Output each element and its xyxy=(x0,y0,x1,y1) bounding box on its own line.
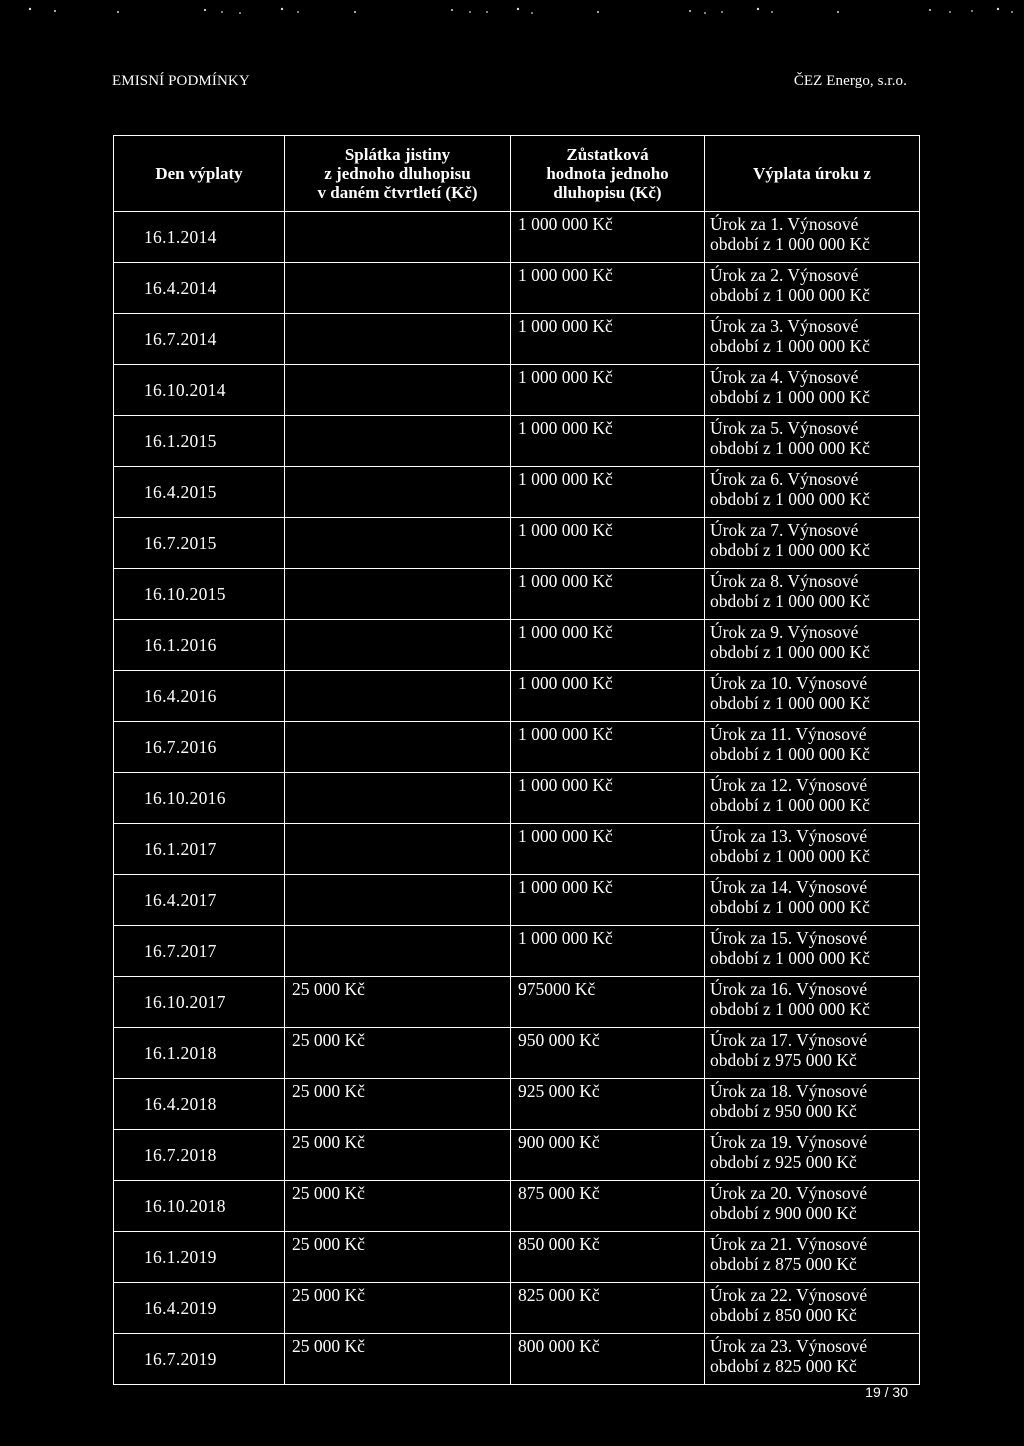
payment-date: 16.7.2018 xyxy=(114,1130,285,1181)
interest-base: období z 1 000 000 Kč xyxy=(710,642,870,662)
interest-base: období z 1 000 000 Kč xyxy=(710,795,870,815)
principal-repayment: 25 000 Kč xyxy=(285,1181,511,1232)
table-row xyxy=(114,824,920,875)
interest-base: období z 1 000 000 Kč xyxy=(710,540,870,560)
table-row xyxy=(114,1130,920,1181)
residual-value: 825 000 Kč xyxy=(511,1283,705,1334)
payment-date: 16.10.2018 xyxy=(114,1181,285,1232)
payment-date: 16.10.2014 xyxy=(114,365,285,416)
residual-value: 1 000 000 Kč xyxy=(511,671,705,722)
interest-base: období z 1 000 000 Kč xyxy=(710,387,870,407)
interest-payment xyxy=(705,1232,920,1283)
table-row xyxy=(114,1232,920,1283)
residual-value: 1 000 000 Kč xyxy=(511,824,705,875)
principal-repayment xyxy=(285,467,511,518)
interest-base: období z 850 000 Kč xyxy=(710,1305,857,1325)
table-row xyxy=(114,773,920,824)
interest-base: období z 950 000 Kč xyxy=(710,1101,857,1121)
table-row xyxy=(114,1334,920,1385)
payment-date: 16.1.2015 xyxy=(114,416,285,467)
interest-base: období z 1 000 000 Kč xyxy=(710,285,870,305)
residual-value: 1 000 000 Kč xyxy=(511,722,705,773)
principal-repayment: 25 000 Kč xyxy=(285,1079,511,1130)
principal-repayment: 25 000 Kč xyxy=(285,1283,511,1334)
payment-date: 16.7.2017 xyxy=(114,926,285,977)
interest-period: Úrok za 4. Výnosové xyxy=(710,367,859,387)
column-header-interest xyxy=(705,136,920,212)
interest-base: období z 900 000 Kč xyxy=(710,1203,857,1223)
interest-payment xyxy=(705,569,920,620)
principal-repayment: 25 000 Kč xyxy=(285,1130,511,1181)
principal-repayment: 25 000 Kč xyxy=(285,1028,511,1079)
interest-payment xyxy=(705,926,920,977)
table-row xyxy=(114,1283,920,1334)
table-row xyxy=(114,569,920,620)
interest-payment xyxy=(705,365,920,416)
residual-value: 800 000 Kč xyxy=(511,1334,705,1385)
residual-value: 1 000 000 Kč xyxy=(511,773,705,824)
principal-repayment xyxy=(285,875,511,926)
residual-value: 925 000 Kč xyxy=(511,1079,705,1130)
scan-noise xyxy=(0,0,1024,20)
interest-period: Úrok za 11. Výnosové xyxy=(710,724,867,744)
residual-value: 950 000 Kč xyxy=(511,1028,705,1079)
document-title: EMISNÍ PODMÍNKY xyxy=(112,73,250,89)
principal-repayment xyxy=(285,569,511,620)
payment-date: 16.10.2015 xyxy=(114,569,285,620)
payment-date: 16.4.2014 xyxy=(114,263,285,314)
principal-repayment xyxy=(285,365,511,416)
table-row xyxy=(114,875,920,926)
table-row xyxy=(114,314,920,365)
interest-base: období z 1 000 000 Kč xyxy=(710,846,870,866)
payment-date: 16.7.2016 xyxy=(114,722,285,773)
column-header-line: Den výplaty xyxy=(155,164,243,183)
residual-value: 875 000 Kč xyxy=(511,1181,705,1232)
interest-payment xyxy=(705,314,920,365)
interest-payment xyxy=(705,671,920,722)
principal-repayment xyxy=(285,314,511,365)
interest-period: Úrok za 19. Výnosové xyxy=(710,1132,868,1152)
table-row xyxy=(114,518,920,569)
interest-payment xyxy=(705,977,920,1028)
interest-payment xyxy=(705,1079,920,1130)
interest-base: období z 925 000 Kč xyxy=(710,1152,857,1172)
residual-value: 975000 Kč xyxy=(511,977,705,1028)
column-header-principal xyxy=(285,136,511,212)
interest-base: období z 1 000 000 Kč xyxy=(710,591,870,611)
interest-payment xyxy=(705,620,920,671)
interest-payment xyxy=(705,1334,920,1385)
principal-repayment xyxy=(285,212,511,263)
principal-repayment xyxy=(285,518,511,569)
column-header-date xyxy=(114,136,285,212)
table-header-row xyxy=(114,136,920,212)
interest-payment xyxy=(705,1130,920,1181)
interest-period: Úrok za 13. Výnosové xyxy=(710,826,868,846)
principal-repayment: 25 000 Kč xyxy=(285,977,511,1028)
interest-period: Úrok za 20. Výnosové xyxy=(710,1183,868,1203)
column-header-line: Zůstatková xyxy=(566,145,649,164)
interest-base: období z 1 000 000 Kč xyxy=(710,999,870,1019)
interest-base: období z 1 000 000 Kč xyxy=(710,489,870,509)
column-header-line: Splátka jistiny xyxy=(344,145,451,164)
interest-payment xyxy=(705,824,920,875)
table-row xyxy=(114,1079,920,1130)
interest-payment xyxy=(705,773,920,824)
payment-date: 16.7.2019 xyxy=(114,1334,285,1385)
interest-period: Úrok za 9. Výnosové xyxy=(710,622,859,642)
interest-period: Úrok za 1. Výnosové xyxy=(710,214,859,234)
principal-repayment xyxy=(285,671,511,722)
interest-payment xyxy=(705,1028,920,1079)
principal-repayment: 25 000 Kč xyxy=(285,1232,511,1283)
payment-date: 16.10.2016 xyxy=(114,773,285,824)
column-header-line: dluhopisu (Kč) xyxy=(553,183,662,202)
principal-repayment xyxy=(285,620,511,671)
interest-period: Úrok za 17. Výnosové xyxy=(710,1030,868,1050)
table-row xyxy=(114,722,920,773)
payment-date: 16.10.2017 xyxy=(114,977,285,1028)
interest-payment xyxy=(705,722,920,773)
residual-value: 1 000 000 Kč xyxy=(511,875,705,926)
interest-period: Úrok za 16. Výnosové xyxy=(710,979,868,999)
interest-payment xyxy=(705,467,920,518)
interest-period: Úrok za 8. Výnosové xyxy=(710,571,859,591)
payment-date: 16.4.2019 xyxy=(114,1283,285,1334)
table-row xyxy=(114,365,920,416)
residual-value: 900 000 Kč xyxy=(511,1130,705,1181)
interest-base: období z 1 000 000 Kč xyxy=(710,744,870,764)
payment-date: 16.1.2018 xyxy=(114,1028,285,1079)
interest-payment xyxy=(705,263,920,314)
residual-value: 1 000 000 Kč xyxy=(511,467,705,518)
principal-repayment xyxy=(285,824,511,875)
payment-date: 16.7.2014 xyxy=(114,314,285,365)
residual-value: 1 000 000 Kč xyxy=(511,518,705,569)
table-row xyxy=(114,926,920,977)
column-header-line: v daném čtvrtletí (Kč) xyxy=(317,183,478,202)
payment-date: 16.7.2015 xyxy=(114,518,285,569)
principal-repayment xyxy=(285,926,511,977)
table-row xyxy=(114,416,920,467)
residual-value: 1 000 000 Kč xyxy=(511,569,705,620)
payment-date: 16.1.2019 xyxy=(114,1232,285,1283)
payment-date: 16.4.2018 xyxy=(114,1079,285,1130)
interest-payment xyxy=(705,416,920,467)
interest-period: Úrok za 15. Výnosové xyxy=(710,928,868,948)
residual-value: 1 000 000 Kč xyxy=(511,212,705,263)
residual-value: 1 000 000 Kč xyxy=(511,314,705,365)
payment-date: 16.1.2014 xyxy=(114,212,285,263)
interest-base: období z 1 000 000 Kč xyxy=(710,693,870,713)
interest-base: období z 825 000 Kč xyxy=(710,1356,857,1376)
table-row xyxy=(114,620,920,671)
table-row xyxy=(114,263,920,314)
table-row xyxy=(114,671,920,722)
payment-date: 16.1.2017 xyxy=(114,824,285,875)
residual-value: 1 000 000 Kč xyxy=(511,263,705,314)
interest-payment xyxy=(705,518,920,569)
interest-base: období z 1 000 000 Kč xyxy=(710,948,870,968)
principal-repayment xyxy=(285,773,511,824)
table-row xyxy=(114,1028,920,1079)
interest-period: Úrok za 21. Výnosové xyxy=(710,1234,868,1254)
payment-date: 16.1.2016 xyxy=(114,620,285,671)
column-header-residual-value xyxy=(511,136,705,212)
table-row xyxy=(114,1181,920,1232)
interest-payment xyxy=(705,212,920,263)
company-name: ČEZ Energo, s.r.o. xyxy=(793,73,907,89)
interest-period: Úrok za 12. Výnosové xyxy=(710,775,868,795)
payment-schedule-table xyxy=(113,135,920,1385)
principal-repayment xyxy=(285,722,511,773)
interest-base: období z 975 000 Kč xyxy=(710,1050,857,1070)
interest-period: Úrok za 3. Výnosové xyxy=(710,316,859,336)
interest-base: období z 1 000 000 Kč xyxy=(710,438,870,458)
column-header-line: Výplata úroku z xyxy=(753,164,871,183)
table-row xyxy=(114,212,920,263)
principal-repayment xyxy=(285,416,511,467)
principal-repayment xyxy=(285,263,511,314)
interest-base: období z 1 000 000 Kč xyxy=(710,336,870,356)
table-row xyxy=(114,467,920,518)
interest-period: Úrok za 7. Výnosové xyxy=(710,520,859,540)
interest-period: Úrok za 2. Výnosové xyxy=(710,265,859,285)
interest-period: Úrok za 6. Výnosové xyxy=(710,469,859,489)
interest-payment xyxy=(705,875,920,926)
interest-payment xyxy=(705,1283,920,1334)
column-header-line: z jednoho dluhopisu xyxy=(324,164,471,183)
column-header-line: hodnota jednoho xyxy=(546,164,669,183)
residual-value: 1 000 000 Kč xyxy=(511,365,705,416)
table-row xyxy=(114,977,920,1028)
interest-period: Úrok za 5. Výnosové xyxy=(710,418,859,438)
page-number: 19 / 30 xyxy=(865,1384,908,1400)
interest-period: Úrok za 10. Výnosové xyxy=(710,673,868,693)
interest-payment xyxy=(705,1181,920,1232)
residual-value: 1 000 000 Kč xyxy=(511,620,705,671)
principal-repayment: 25 000 Kč xyxy=(285,1334,511,1385)
interest-period: Úrok za 18. Výnosové xyxy=(710,1081,868,1101)
interest-period: Úrok za 22. Výnosové xyxy=(710,1285,868,1305)
residual-value: 850 000 Kč xyxy=(511,1232,705,1283)
residual-value: 1 000 000 Kč xyxy=(511,416,705,467)
payment-date: 16.4.2017 xyxy=(114,875,285,926)
payment-date: 16.4.2015 xyxy=(114,467,285,518)
interest-base: období z 875 000 Kč xyxy=(710,1254,857,1274)
interest-period: Úrok za 14. Výnosové xyxy=(710,877,868,897)
payment-date: 16.4.2016 xyxy=(114,671,285,722)
interest-period: Úrok za 23. Výnosové xyxy=(710,1336,868,1356)
interest-base: období z 1 000 000 Kč xyxy=(710,234,870,254)
interest-base: období z 1 000 000 Kč xyxy=(710,897,870,917)
residual-value: 1 000 000 Kč xyxy=(511,926,705,977)
